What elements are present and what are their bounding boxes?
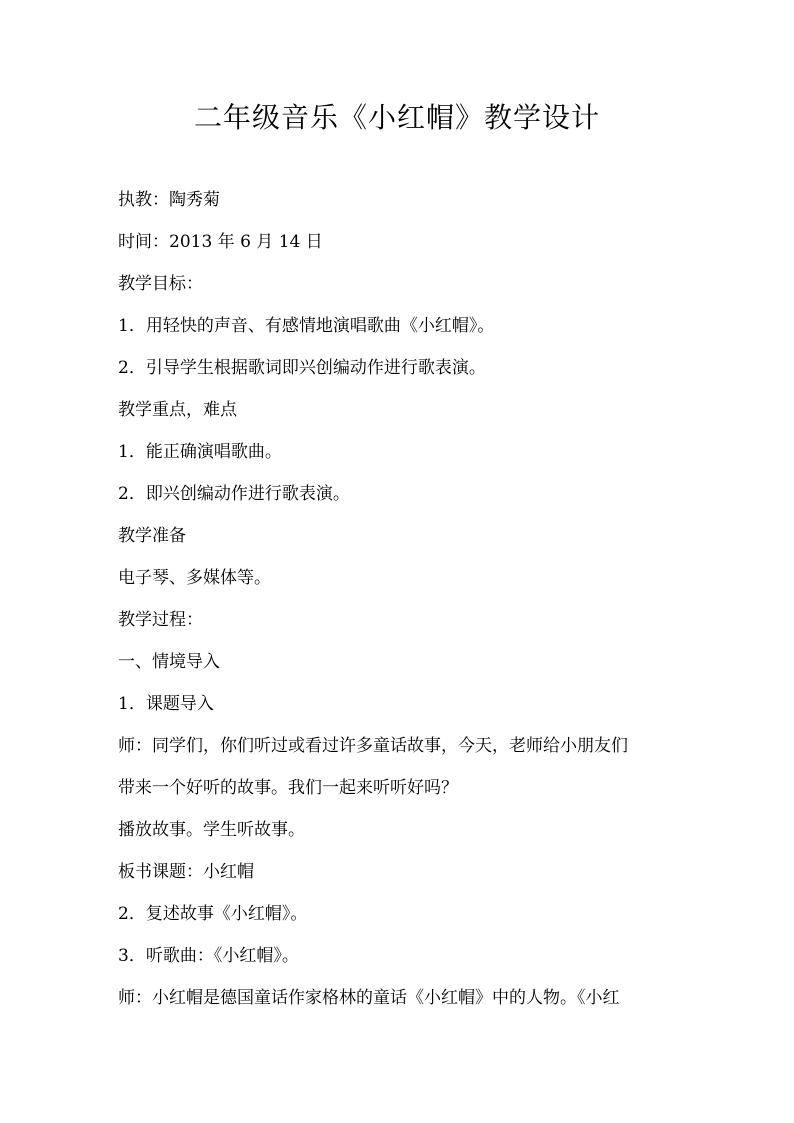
section-heading-process: 教学过程： [118,610,203,630]
text-line-materials: 电子琴、多媒体等。 [118,568,271,588]
text-line-step-3: 3．听歌曲：《小红帽》。 [118,946,299,966]
text-line-step-1: 1．课题导入 [118,694,214,714]
text-line-teacher-speech: 师：同学们，你们听过或看过许多童话故事，今天，老师给小朋友们 [118,736,628,756]
text-line-board-title: 板书课题：小红帽 [118,862,254,882]
text-line-date: 时间：2013 年 6 月 14 日 [118,232,323,252]
section-heading-preparation: 教学准备 [118,526,186,546]
document-title: 二年级音乐《小红帽》教学设计 [193,101,600,134]
text-line-objective-1: 1．用轻快的声音、有感情地演唱歌曲《小红帽》。 [118,316,495,336]
text-line-teacher-intro-character: 师：小红帽是德国童话作家格林的童话《小红帽》中的人物。《小红 [118,988,620,1008]
section-heading-objectives: 教学目标： [118,274,203,294]
text-line-objective-2: 2．引导学生根据歌词即兴创编动作进行歌表演。 [118,358,486,378]
text-line-teacher-speech-continued: 带来一个好听的故事。我们一起来听听好吗？ [118,778,458,798]
subsection-heading-intro: 一、情境导入 [118,652,220,672]
text-line-key-point-2: 2．即兴创编动作进行歌表演。 [118,484,350,504]
text-line-key-point-1: 1．能正确演唱歌曲。 [118,442,282,462]
text-line-step-2: 2．复述故事《小红帽》。 [118,904,308,924]
text-line-play-story: 播放故事。学生听故事。 [118,820,305,840]
text-line-teacher: 执教：陶秀菊 [118,190,220,210]
section-heading-key-points: 教学重点，难点 [118,400,237,420]
